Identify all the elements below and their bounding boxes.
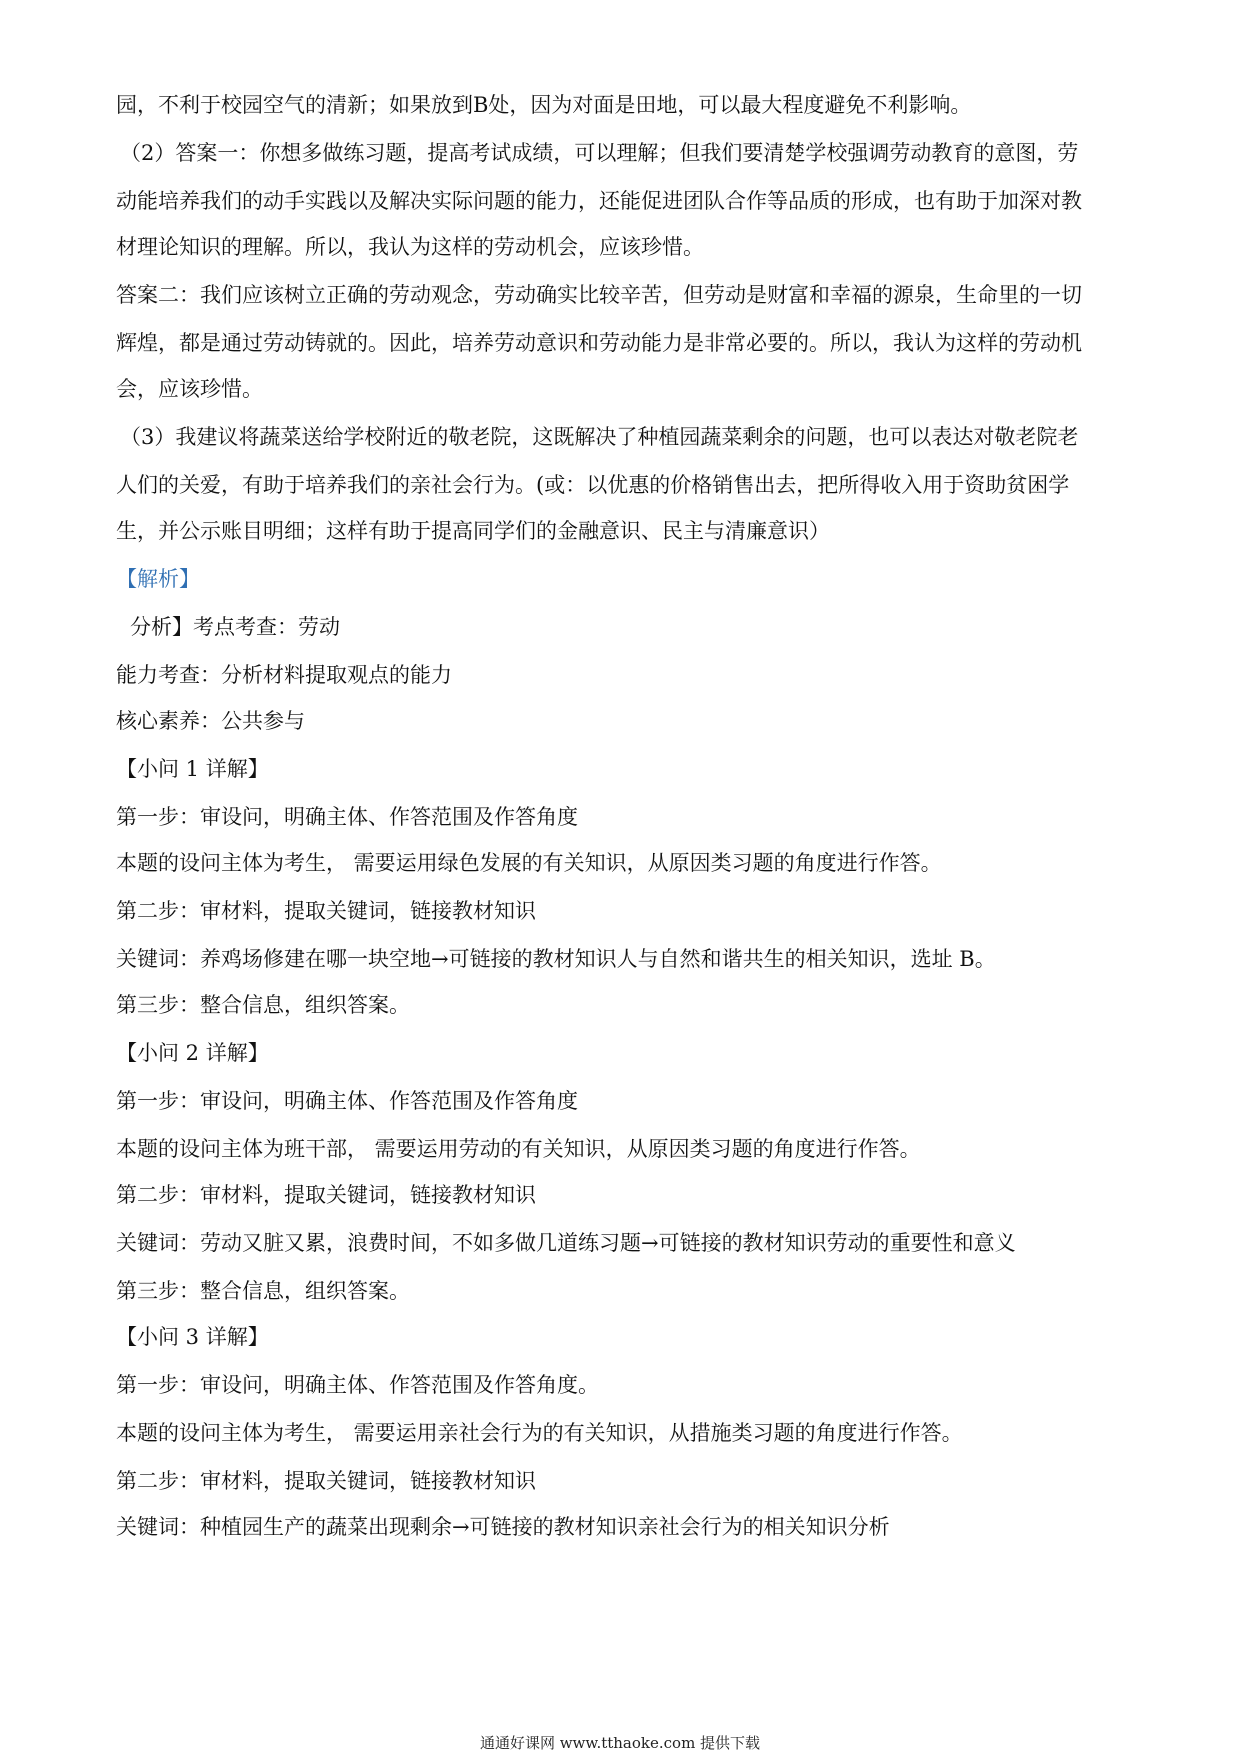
- q2-step-2: 第二步：审材料，提取关键词，链接教材知识: [116, 1183, 536, 1207]
- answer-1-continuation: 园，不利于校园空气的清新；如果放到B处，因为对面是田地，可以最大程度避免不利影响。: [116, 93, 972, 117]
- analysis-core-literacy: 核心素养：公共参与: [116, 709, 305, 733]
- answer-2-option-1-line-2: 动能培养我们的动手实践以及解决实际问题的能力，还能促进团队合作等品质的形成，也有助于加深对教: [116, 189, 1082, 213]
- q2-step-1: 第一步：审设问，明确主体、作答范围及作答角度: [116, 1089, 578, 1113]
- q3-step-2: 第二步：审材料，提取关键词，链接教材知识: [116, 1469, 536, 1493]
- answer-2-option-2-line-2: 辉煌，都是通过劳动铸就的。因此，培养劳动意识和劳动能力是非常必要的。所以，我认为这样的劳动机: [116, 331, 1082, 355]
- q2-step-3: 第三步：整合信息，组织答案。: [116, 1279, 410, 1303]
- answer-2-option-2-line-3: 会，应该珍惜。: [116, 377, 263, 401]
- answer-2-option-2-line-1: 答案二：我们应该树立正确的劳动观念，劳动确实比较辛苦，但劳动是财富和幸福的源泉，生命里的一切: [116, 283, 1082, 307]
- q3-keywords: 关键词：种植园生产的蔬菜出现剩余→可链接的教材知识亲社会行为的相关知识分析: [116, 1515, 890, 1539]
- question-1-heading: 【小问 1 详解】: [116, 757, 269, 781]
- question-2-heading: 【小问 2 详解】: [116, 1041, 269, 1065]
- q1-subject: 本题的设问主体为考生， 需要运用绿色发展的有关知识，从原因类习题的角度进行作答。: [116, 851, 942, 875]
- q3-subject: 本题的设问主体为考生， 需要运用亲社会行为的有关知识，从措施类习题的角度进行作答。: [116, 1421, 963, 1445]
- q1-step-2: 第二步：审材料，提取关键词，链接教材知识: [116, 899, 536, 923]
- q2-keywords: 关键词：劳动又脏又累，浪费时间，不如多做几道练习题→可链接的教材知识劳动的重要性和意义: [116, 1231, 1016, 1255]
- answer-2-option-1-line-3: 材理论知识的理解。所以，我认为这样的劳动机会，应该珍惜。: [116, 235, 704, 259]
- analysis-heading: 【解析】: [116, 567, 200, 591]
- q3-step-1: 第一步：审设问，明确主体、作答范围及作答角度。: [116, 1373, 599, 1397]
- analysis-topic: 分析】考点考查：劳动: [130, 615, 340, 639]
- answer-3-line-2: 人们的关爱，有助于培养我们的亲社会行为。(或：以优惠的价格销售出去，把所得收入用于资助贫困学: [116, 473, 1070, 497]
- answer-3-line-1: （3）我建议将蔬菜送给学校附近的敬老院，这既解决了种植园蔬菜剩余的问题，也可以表达对敬老院老: [120, 425, 1079, 449]
- q1-keywords: 关键词：养鸡场修建在哪一块空地→可链接的教材知识人与自然和谐共生的相关知识，选址 B。: [116, 947, 996, 971]
- analysis-ability: 能力考查：分析材料提取观点的能力: [116, 663, 452, 687]
- q2-subject: 本题的设问主体为班干部， 需要运用劳动的有关知识，从原因类习题的角度进行作答。: [116, 1137, 921, 1161]
- question-3-heading: 【小问 3 详解】: [116, 1325, 269, 1349]
- footer-source: 通通好课网 www.tthaoke.com 提供下载: [479, 1734, 761, 1752]
- q1-step-1: 第一步：审设问，明确主体、作答范围及作答角度: [116, 805, 578, 829]
- q1-step-3: 第三步：整合信息，组织答案。: [116, 993, 410, 1017]
- answer-2-option-1-line-1: （2）答案一：你想多做练习题，提高考试成绩，可以理解；但我们要清楚学校强调劳动教育的意图，劳: [120, 141, 1079, 165]
- answer-3-line-3: 生，并公示账目明细；这样有助于提高同学们的金融意识、民主与清廉意识）: [116, 519, 830, 543]
